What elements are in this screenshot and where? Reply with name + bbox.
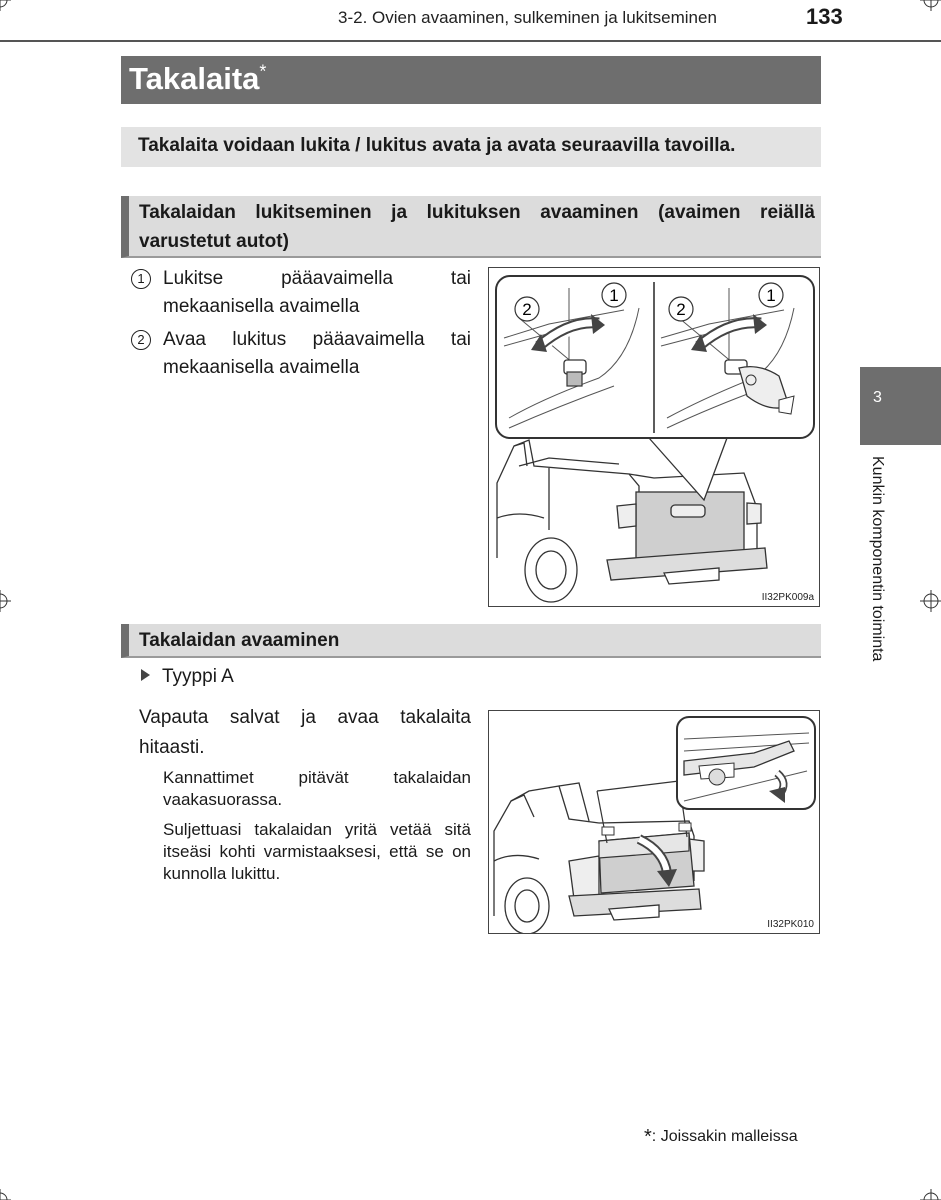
figure-label-1: 1 bbox=[766, 286, 776, 305]
registration-mark-icon bbox=[920, 1189, 941, 1200]
footnote-text: : Joissakin malleissa bbox=[651, 1128, 798, 1145]
figure-code: II32PK010 bbox=[767, 919, 814, 930]
type-label-text: Tyyppi A bbox=[162, 666, 234, 687]
tailgate-lock-illustration bbox=[488, 267, 820, 607]
step-number-1: 1 bbox=[131, 269, 151, 289]
header-rule bbox=[0, 40, 941, 42]
page-title-text: Takalaita bbox=[129, 61, 260, 96]
running-head: 3-2. Ovien avaaminen, sulkeminen ja lukitseminen bbox=[338, 8, 717, 27]
page-title-band bbox=[121, 56, 821, 104]
registration-mark-icon bbox=[0, 1189, 11, 1200]
tailgate-lock-drawing bbox=[489, 268, 820, 607]
title-asterisk: * bbox=[259, 61, 267, 82]
page-number: 133 bbox=[806, 4, 843, 29]
step-item-1 bbox=[131, 265, 471, 321]
figure-label-2: 2 bbox=[676, 300, 686, 319]
chapter-number: 3 bbox=[873, 389, 882, 406]
intro-text: Takalaita voidaan lukita / lukitus avata ja avata seuraavilla tavoilla. bbox=[138, 135, 736, 156]
chapter-label bbox=[866, 456, 890, 706]
figure-label-1: 1 bbox=[609, 286, 619, 305]
section-heading-text: Takalaidan lukitseminen ja lukituksen avaaminen (avaimen reiällä varustetut autot) bbox=[139, 202, 815, 252]
footnote-asterisk: * bbox=[644, 1126, 652, 1148]
intro-band bbox=[121, 127, 821, 167]
note-item-1: Kannattimet pitävät takalaidan vaakasuorassa. bbox=[163, 768, 471, 809]
figure-label-2: 2 bbox=[522, 300, 532, 319]
chapter-tab bbox=[860, 367, 941, 445]
note-item-2: Suljettuasi takalaidan yritä vetää sitä itseäsi kohti varmistaaksesi, että se on kunnolla lukittu. bbox=[163, 820, 471, 883]
registration-mark-icon bbox=[0, 590, 11, 612]
section-heading-opening bbox=[121, 624, 821, 658]
instruction-paragraph: Vapauta salvat ja avaa takalaita hitaasti. bbox=[139, 707, 471, 758]
step-number-2: 2 bbox=[131, 330, 151, 350]
step-item-2 bbox=[131, 326, 471, 382]
tailgate-opening-illustration bbox=[488, 710, 820, 934]
page-title bbox=[129, 61, 266, 97]
type-label bbox=[141, 666, 234, 688]
tailgate-opening-drawing bbox=[489, 711, 820, 934]
step-text-1: Lukitse pääavaimella tai mekaanisella avaimella bbox=[163, 268, 471, 317]
triangle-bullet-icon bbox=[141, 669, 150, 681]
section-heading-locking bbox=[121, 196, 821, 258]
section-heading-text: Takalaidan avaaminen bbox=[139, 630, 340, 651]
chapter-label-text: Kunkin komponentin toiminta bbox=[869, 456, 886, 662]
footnote bbox=[644, 1126, 798, 1149]
registration-mark-icon bbox=[920, 590, 941, 612]
figure-code: II32PK009a bbox=[761, 592, 814, 603]
registration-mark-icon bbox=[920, 0, 941, 11]
registration-mark-icon bbox=[0, 0, 11, 11]
step-text-2: Avaa lukitus pääavaimella tai mekaanisella avaimella bbox=[163, 329, 471, 378]
